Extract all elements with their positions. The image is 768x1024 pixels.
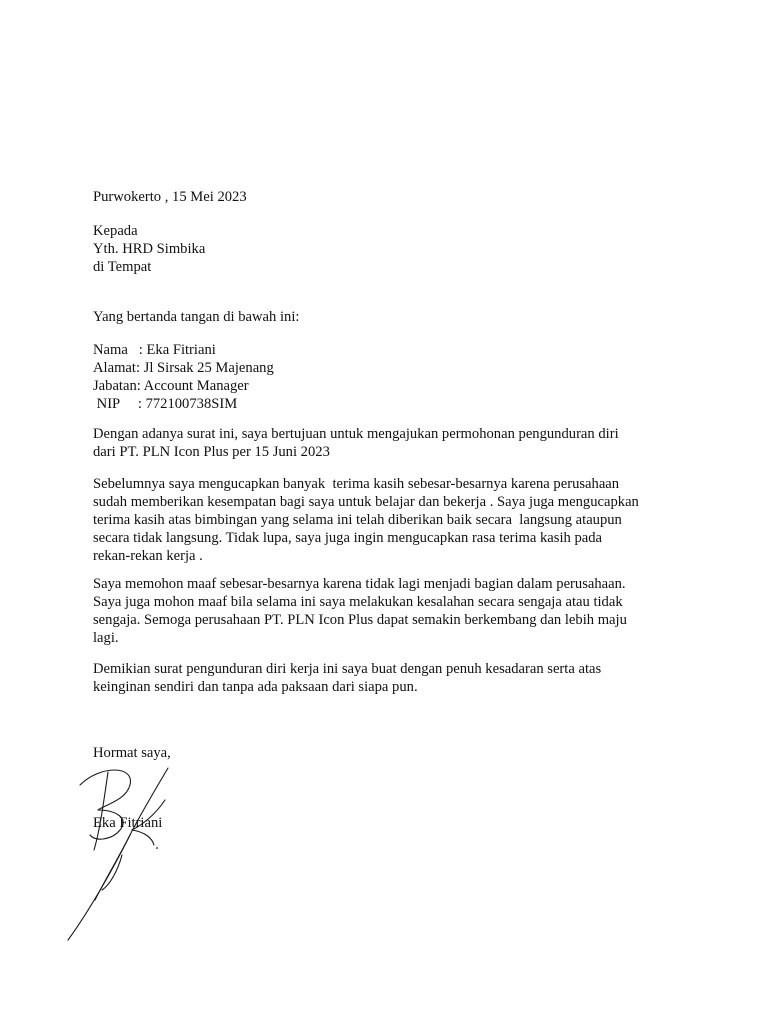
paragraph-line: secara tidak langsung. Tidak lupa, saya juga ingin mengucapkan rasa terima kasih pada xyxy=(93,530,603,546)
paragraph-line: Saya memohon maaf sebesar-besarnya karena tidak lagi menjadi bagian dalam perusahaan. xyxy=(93,576,626,592)
paragraph-line: dari PT. PLN Icon Plus per 15 Juni 2023 xyxy=(93,444,330,460)
paragraph-line: lagi. xyxy=(93,630,119,646)
paragraph-line: rekan-rekan kerja . xyxy=(93,548,203,564)
paragraph-gratitude xyxy=(93,475,693,565)
paragraph-line: Dengan adanya surat ini, saya bertujuan untuk mengajukan permohonan pengunduran diri xyxy=(93,426,619,442)
signature-icon xyxy=(60,760,190,950)
signer-name: Eka Fitriani xyxy=(93,815,163,831)
paragraph-line: terima kasih atas bimbingan yang selama ini telah diberikan baik secara langsung ataupun xyxy=(93,512,622,528)
place-date: Purwokerto , 15 Mei 2023 xyxy=(93,189,247,205)
paragraph-line: sengaja. Semoga perusahaan PT. PLN Icon Plus dapat semakin berkembang dan lebih maju xyxy=(93,612,627,628)
paragraph-apology xyxy=(93,575,693,647)
field-nip: NIP : 772100738SIM xyxy=(93,396,238,412)
intro-text: Yang bertanda tangan di bawah ini: xyxy=(93,309,300,325)
field-nama: Nama : Eka Fitriani xyxy=(93,342,216,358)
identity-fields xyxy=(93,341,693,413)
recipient-line-1: Kepada xyxy=(93,223,138,239)
paragraph-purpose xyxy=(93,425,693,461)
recipient-line-3: di Tempat xyxy=(93,259,152,275)
field-jabatan: Jabatan: Account Manager xyxy=(93,378,249,394)
paragraph-line: sudah memberikan kesempatan bagi saya untuk belajar dan bekerja . Saya juga mengucapkan xyxy=(93,494,639,510)
recipient-line-2: Yth. HRD Simbika xyxy=(93,241,206,257)
paragraph-line: Demikian surat pengunduran diri kerja ini saya buat dengan penuh kesadaran serta atas xyxy=(93,661,602,677)
field-alamat: Alamat: Jl Sirsak 25 Majenang xyxy=(93,360,274,376)
paragraph-closing-statement xyxy=(93,660,693,696)
paragraph-line: keinginan sendiri dan tanpa ada paksaan dari siapa pun. xyxy=(93,679,418,695)
recipient-block xyxy=(93,222,693,276)
paragraph-line: Sebelumnya saya mengucapkan banyak terima kasih sebesar-besarnya karena perusahaan xyxy=(93,476,620,492)
closing-salutation: Hormat saya, xyxy=(93,745,171,761)
paragraph-line: Saya juga mohon maaf bila selama ini saya melakukan kesalahan secara sengaja atau tidak xyxy=(93,594,623,610)
